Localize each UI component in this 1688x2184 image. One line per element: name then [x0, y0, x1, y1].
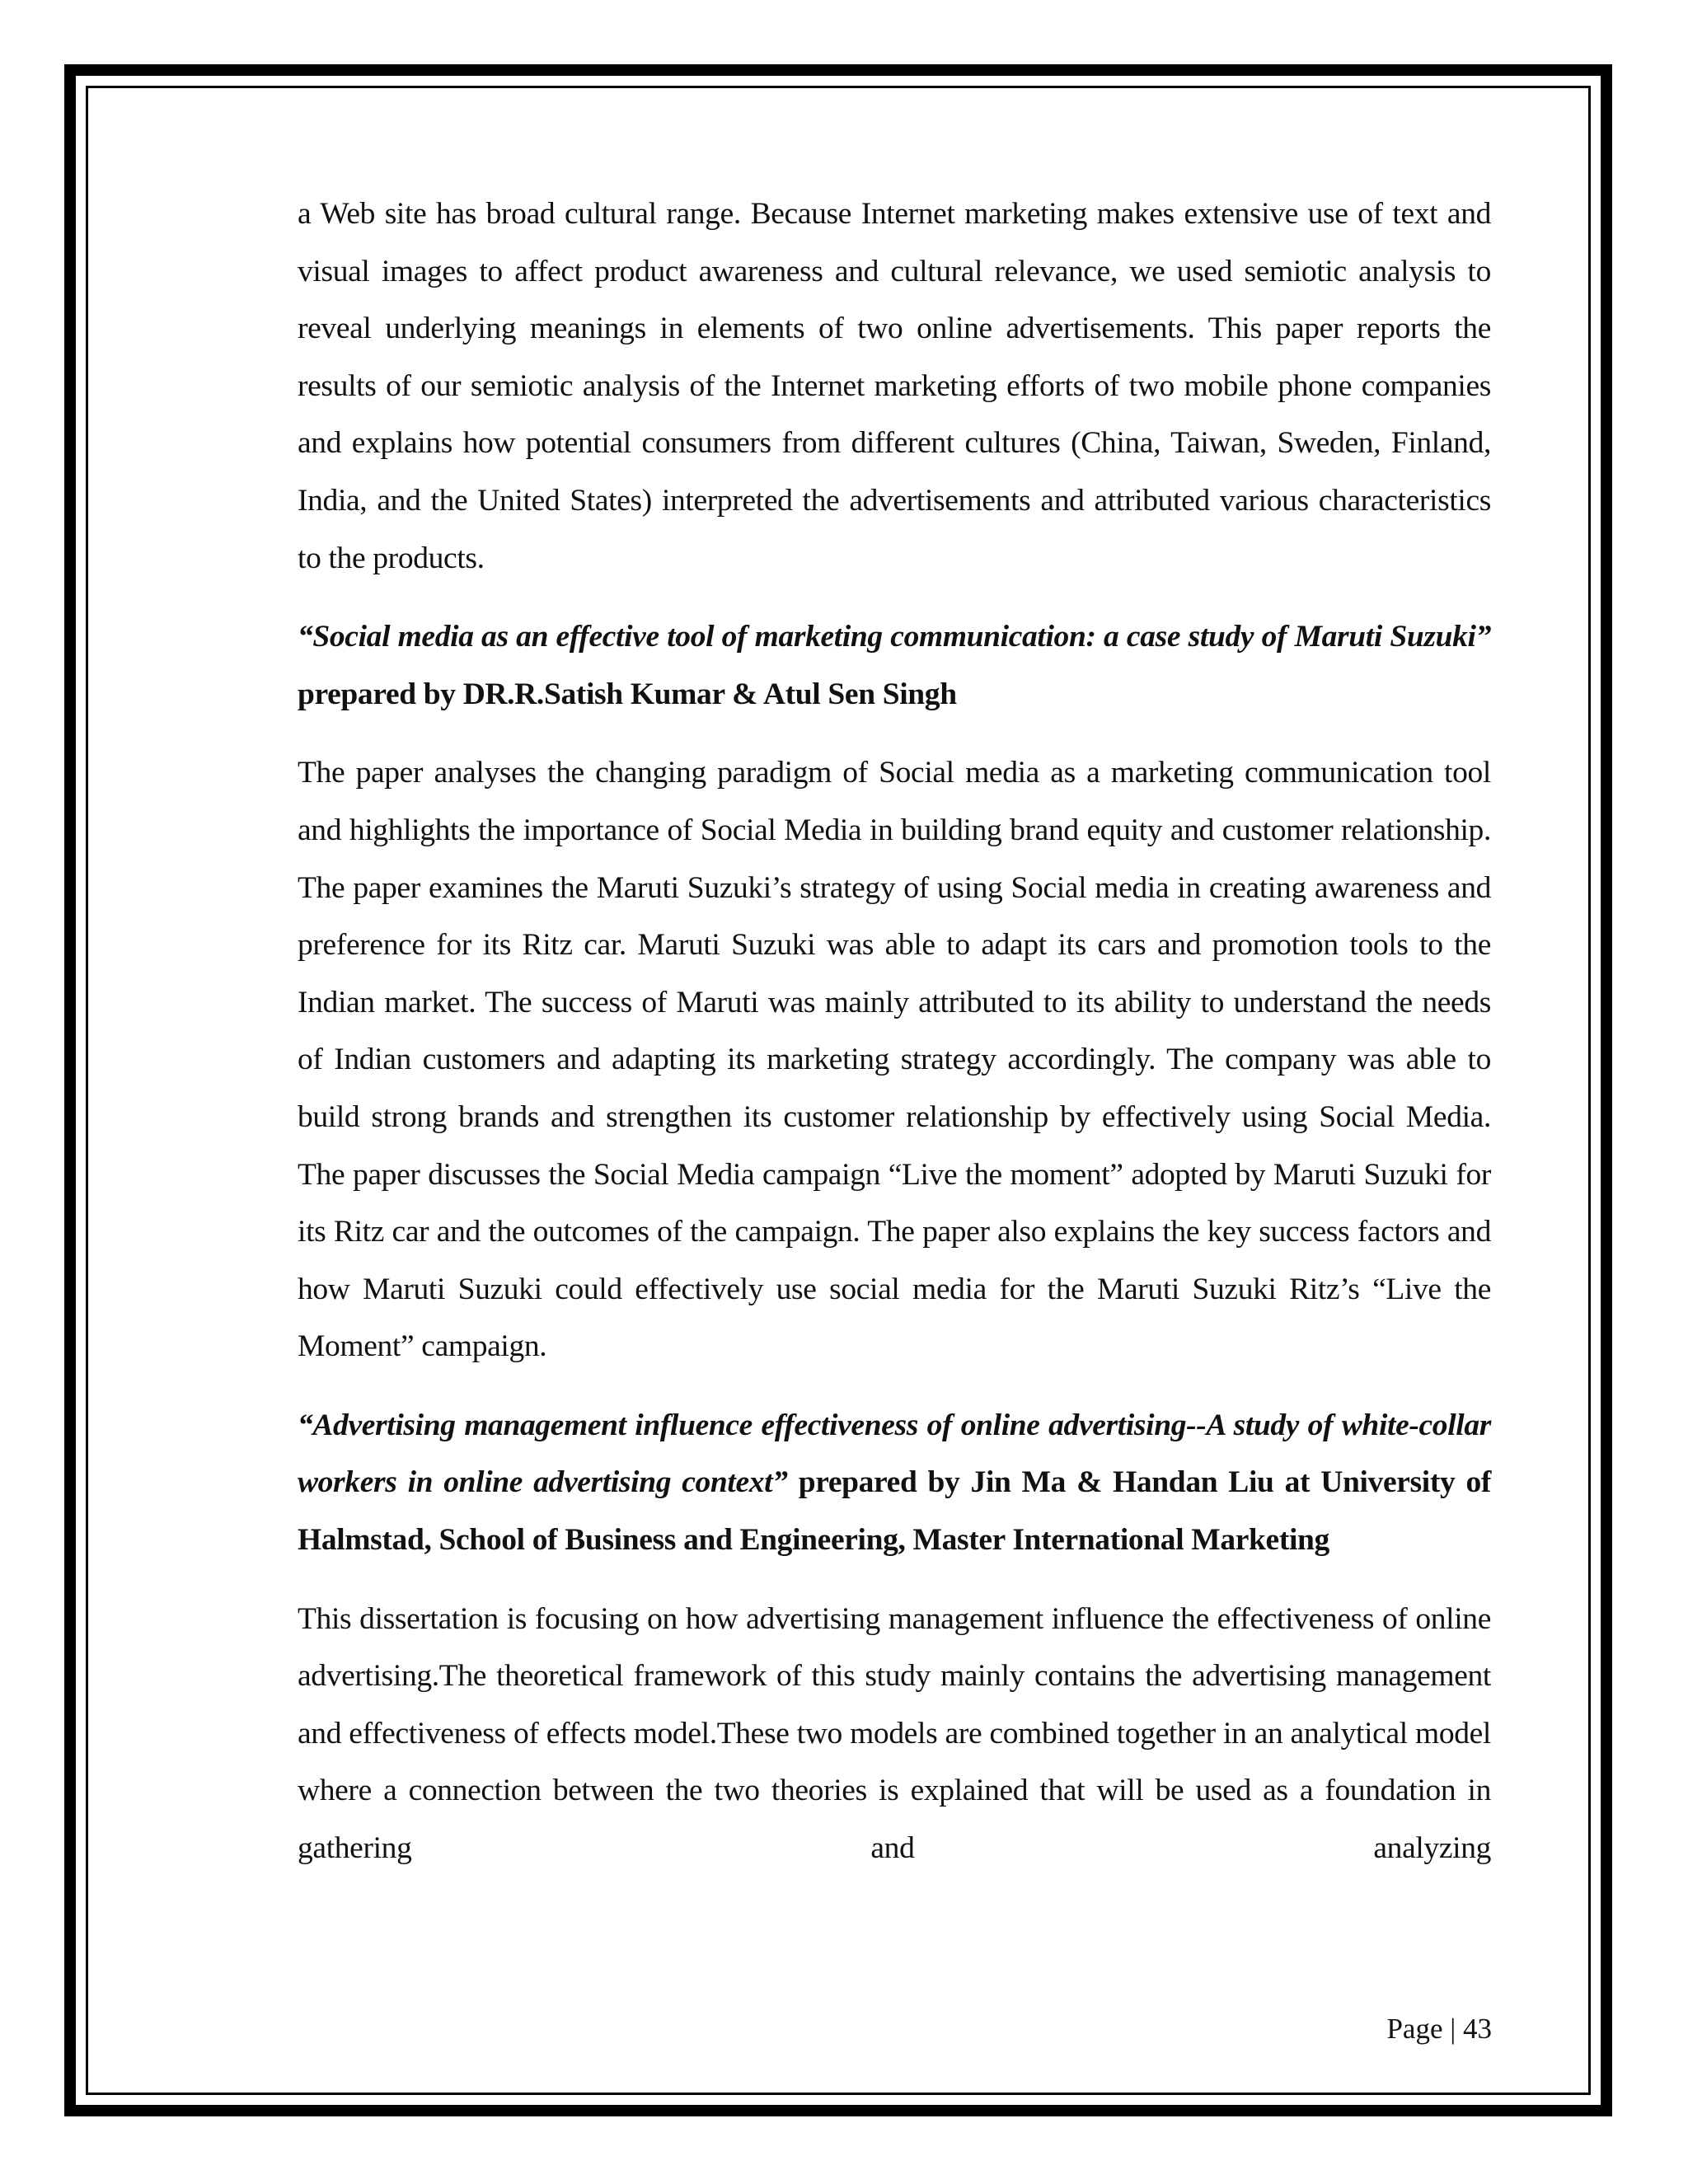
reference-heading-online-advertising: [298, 1397, 1491, 1569]
page-number: Page | 43: [1386, 2013, 1492, 2045]
reference-byline: prepared by Jin Ma & Handan Liu at University of Halmstad, School of Business and Engineering, Master International Marketing: [298, 1465, 1491, 1558]
page-body: [298, 185, 1491, 1899]
paragraph-maruti-summary: The paper analyses the changing paradigm of Social media as a marketing communication tool and highlights the importance of Social Media in building brand equity and customer relationship. The paper examines the Maruti Suzuki’s strategy of using Social media in creating awareness and preference for its Ritz car. Maruti Suzuki was able to adapt its cars and promotion tools to the Indian market. The success of Maruti was mainly attributed to its ability to understand the needs of Indian customers and adapting its marketing strategy accordingly. The company was able to build strong brands and strengthen its customer relationship by effectively using Social Media. The paper discusses the Social Media campaign “Live the moment” adopted by Maruti Suzuki for its Ritz car and the outcomes of the campaign. The paper also explains the key success factors and how Maruti Suzuki could effectively use social media for the Maruti Suzuki Ritz’s “Live the Moment” campaign.: [298, 756, 1491, 1364]
paragraph-dissertation-summary: This dissertation is focusing on how advertising management influence the effectiveness of online advertising.The theoretical framework of this study mainly contains the advertising management and effectiveness of effects model.These two models are combined together in an analytical model where a connection between the two theories is explained that will be used as a foundation in gathering and analyzing: [298, 1601, 1491, 1866]
reference-byline: prepared by DR.R.Satish Kumar & Atul Sen Singh: [298, 677, 957, 711]
reference-heading-maruti-suzuki: [298, 608, 1491, 723]
reference-title: “Advertising management influence effectiveness of online advertising--A study of white-collar workers in online advertising context”: [298, 1408, 1491, 1500]
reference-title: “Social media as an effective tool of marketing communication: a case study of Maruti Suzuki”: [298, 620, 1491, 654]
paragraph-intro-continued: a Web site has broad cultural range. Because Internet marketing makes extensive use of text and visual images to affect product awareness and cultural relevance, we used semiotic analysis to reveal underlying meanings in elements of two online advertisements. This paper reports the results of our semiotic analysis of the Internet marketing efforts of two mobile phone companies and explains how potential consumers from different cultures (China, Taiwan, Sweden, Finland, India, and the United States) interpreted the advertisements and attributed various characteristics to the products.: [298, 197, 1491, 575]
